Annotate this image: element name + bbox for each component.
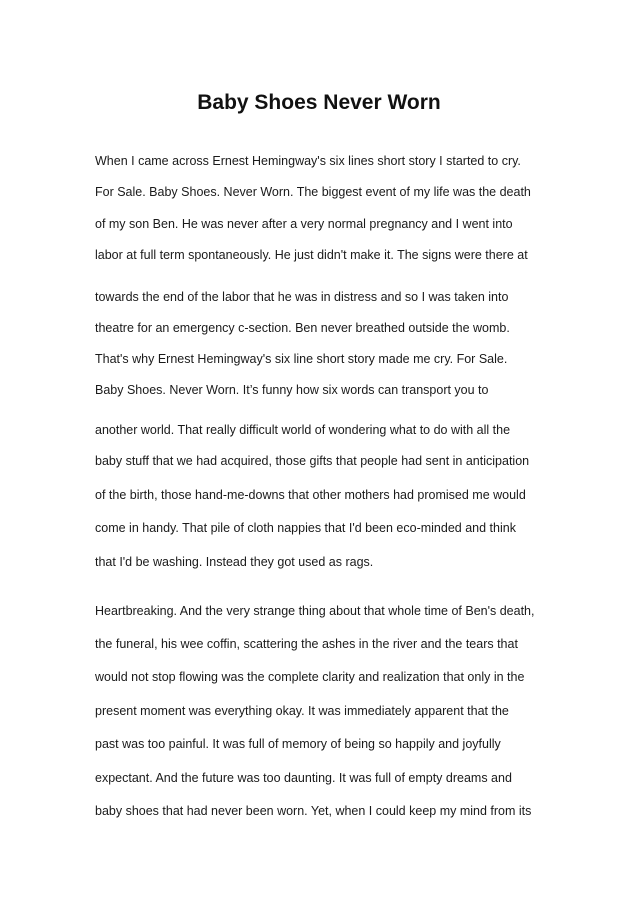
paragraph-1-line-12: come in handy. That pile of cloth nappies that I'd been eco-minded and think bbox=[95, 521, 516, 535]
paragraph-1-line-13: that I'd be washing. Instead they got used as rags. bbox=[95, 555, 374, 569]
paragraph-1-line-7: That's why Ernest Hemingway's six line short story made me cry. For Sale. bbox=[95, 352, 508, 366]
paragraph-1-line-10: baby stuff that we had acquired, those gifts that people had sent in anticipation bbox=[95, 454, 530, 468]
paragraph-1-line-11: of the birth, those hand-me-downs that other mothers had promised me would bbox=[95, 488, 526, 502]
paragraph-2-line-2: the funeral, his wee coffin, scattering the ashes in the river and the tears that bbox=[95, 637, 518, 651]
paragraph-2-line-4: present moment was everything okay. It was immediately apparent that the bbox=[95, 704, 509, 718]
paragraph-1-line-5: towards the end of the labor that he was in distress and so I was taken into bbox=[95, 290, 509, 304]
paragraph-1-line-4: labor at full term spontaneously. He just didn't make it. The signs were there at bbox=[95, 248, 528, 262]
paragraph-1-line-8: Baby Shoes. Never Worn. It’s funny how six words can transport you to bbox=[95, 383, 489, 397]
paragraph-2-line-1: Heartbreaking. And the very strange thing about that whole time of Ben's death, bbox=[95, 604, 535, 618]
paragraph-1-line-1: When I came across Ernest Hemingway's six lines short story I started to cry. bbox=[95, 154, 521, 168]
paragraph-1-line-3: of my son Ben. He was never after a very normal pregnancy and I went into bbox=[95, 217, 513, 231]
paragraph-2-line-3: would not stop flowing was the complete clarity and realization that only in the bbox=[95, 670, 525, 684]
paragraph-1-line-9: another world. That really difficult world of wondering what to do with all the bbox=[95, 423, 511, 437]
paragraph-2-line-5: past was too painful. It was full of memory of being so happily and joyfully bbox=[95, 737, 501, 751]
paragraph-1-line-2: For Sale. Baby Shoes. Never Worn. The biggest event of my life was the death bbox=[95, 185, 531, 199]
document-title: Baby Shoes Never Worn bbox=[197, 91, 441, 114]
paragraph-2-line-6: expectant. And the future was too daunting. It was full of empty dreams and bbox=[95, 771, 512, 785]
paragraph-2-line-7: baby shoes that had never been worn. Yet, when I could keep my mind from its bbox=[95, 804, 532, 818]
paragraph-1-line-6: theatre for an emergency c-section. Ben never breathed outside the womb. bbox=[95, 321, 510, 335]
